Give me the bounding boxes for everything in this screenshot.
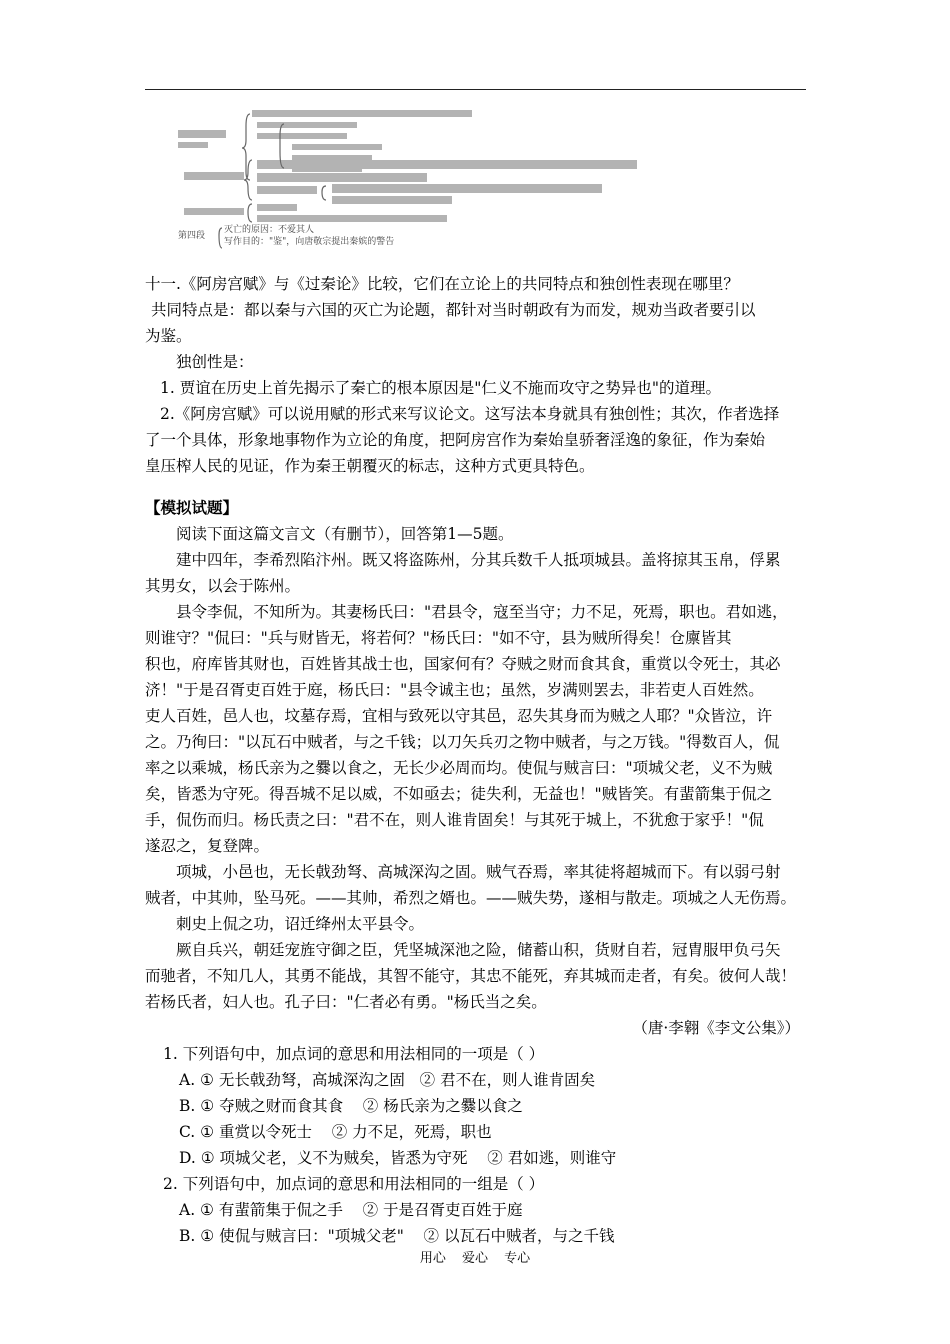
structure-diagram [172, 100, 652, 250]
answer-question: 十一.《阿房宫赋》与《过秦论》比较，它们在立论上的共同特点和独创性表现在哪里？ [145, 275, 739, 293]
passage-line: 若杨氏者，妇人也。孔子曰："仁者必有勇。"杨氏当之矣。 [145, 993, 547, 1011]
passage-line: 而驰者，不知几人，其勇不能战，其智不能守，其忠不能死，弃其城而走者，有矣。彼何人哉！ [145, 967, 797, 985]
passage-line: 刺史上侃之功，诏迁绛州太平县令。 [176, 915, 425, 933]
passage-line: 遂忍之，复登陴。 [145, 837, 270, 855]
section-heading: 【模拟试题】 [145, 499, 239, 517]
answer-common-2: 为鉴。 [145, 327, 192, 345]
emphasis-dot-word: 固 [564, 1067, 580, 1093]
answer-point-2: 2.《阿房宫赋》可以说用赋的形式来写议论文。这写法本身就具有独创性；其次，作者选择 [160, 405, 780, 423]
passage-line: 建中四年，李希烈陷汴州。既又将盗陈州，分其兵数千人抵项城县。盖将掠其玉帛，俘累 [176, 551, 781, 569]
question-2-stem: 2. 下列语句中，加点词的意思和用法相同的一组是（ ） [163, 1175, 545, 1193]
answer-unique-label: 独创性是： [176, 353, 254, 371]
page-footer: 用心 爱心 专心 [419, 1251, 531, 1266]
passage-line: 则谁守？"侃曰："兵与财皆无，将若何？"杨氏曰："如不守，县为贼所得矣！仓廪皆其 [145, 629, 732, 647]
question-2-option-b: B. ① 使侃与贼言曰："项城父老" ② 以瓦石中贼者，与之千钱 [145, 1223, 806, 1249]
passage-line: 其男女，以会于陈州。 [145, 577, 301, 595]
passage-source: （唐·李翱《李文公集》） [632, 1019, 800, 1037]
passage-line: 率之以乘城，杨氏亲为之爨以食之，无长少必周而均。使侃与贼言曰："项城父老，义不为贼 [145, 759, 773, 777]
emphasis-dot-word: 与 [553, 1223, 569, 1249]
passage-line: 积也，府库皆其财也，百姓皆其战士也，国家何有？夺贼之财而食其食，重赏以令死士，其必 [145, 655, 781, 673]
question-1-option-c: C. ① 重赏以令死士 ② 力不足，死焉，职也 [179, 1123, 492, 1141]
passage-line: 县令李侃，不知所为。其妻杨氏曰："君县令，寇至当守；力不足，死焉，职也。君如逃， [176, 603, 788, 621]
answer-common-1: 共同特点是：都以秦与六国的灭亡为论题，都针对当时朝政有为而发，规劝当政者要引以 [151, 301, 756, 319]
emphasis-dot-word: 与 [250, 1223, 266, 1249]
passage-line: 项城，小邑也，无长戟劲弩、高城深沟之固。贼气吞焉，率其徒将超城而下。有以弱弓射 [176, 863, 781, 881]
passage-line: 贼者，中其帅，坠马死。——其帅，希烈之婿也。——贼失势，遂相与散走。项城之人无伤焉。 [145, 889, 797, 907]
answer-point-2-cont: 了一个具体，形象地事物作为立论的角度，把阿房宫作为秦始皇骄奢淫逸的象征，作为秦始 [145, 431, 766, 449]
emphasis-dot-word: 固 [389, 1067, 405, 1093]
header-rule [145, 89, 806, 90]
passage-line: 厥自兵兴，朝廷宠旌守御之臣，凭坚城深池之险，储蓄山积，货财自若，冠胄服甲负弓矢 [176, 941, 781, 959]
question-1-stem: 1. 下列语句中，加点词的意思和用法相同的一项是（ ） [163, 1045, 545, 1063]
passage-line: 济！"于是召胥吏百姓于庭，杨氏曰："县令诚主也；虽然，岁满则罢去，非若吏人百姓然。 [145, 681, 764, 699]
answer-point-2-cont: 皇压榨人民的见证，作为秦王朝覆灭的标志，这种方式更具特色。 [145, 457, 595, 475]
diagram-row-2: 灭亡的原因：不爱其人 [224, 225, 315, 235]
passage-line: 吏人百姓，邑人也，坟墓存焉，宜相与致死以守其邑，忍失其身而为贼之人耶？"众皆泣，许 [145, 707, 773, 725]
question-1-option-b: B. ① 夺贼之财而食其食 ② 杨氏亲为之爨以食之 [179, 1097, 523, 1115]
reading-instruction: 阅读下面这篇文言文（有删节），回答第1—5题。 [176, 525, 514, 543]
passage-line: 之。乃徇曰："以瓦石中贼者，与之千钱；以刀矢兵刃之物中贼者，与之万钱。"得数百人，侃 [145, 733, 780, 751]
diagram-row-3: 写作目的："鉴"，向唐敬宗提出秦嫔的警告 [224, 237, 395, 247]
emphasis-dot-word: 于 [281, 1197, 297, 1223]
document-body [145, 271, 806, 1249]
answer-point-1: 1. 贾谊在历史上首先揭示了秦亡的根本原因是"仁义不施而攻守之势异也"的道理。 [160, 379, 721, 397]
passage-line: 矣，皆悉为守死。得吾城不足以威，不如亟去；徒失利，无益也！"贼皆笑。有蜚箭集于侃之 [145, 785, 773, 803]
diagram-row-1: 第四段 [178, 231, 206, 241]
question-1-option-d: D. ① 项城父老，义不为贼矣，皆悉为守死 ② 君如逃，则谁守 [179, 1149, 617, 1167]
passage-line: 手，侃伤而归。杨氏责之曰："君不在，则人谁肯固矣！与其死于城上，不犹愈于家乎！"侃 [145, 811, 764, 829]
question-2-option-a: A. ① 有蜚箭集于侃之手 ② 于是召胥吏百姓于庭 [145, 1197, 806, 1223]
emphasis-dot-word: 于 [492, 1197, 508, 1223]
question-1-option-a: A. ① 无长戟劲弩，高城深沟之固 ② 君不在，则人谁肯固矣 [145, 1067, 806, 1093]
